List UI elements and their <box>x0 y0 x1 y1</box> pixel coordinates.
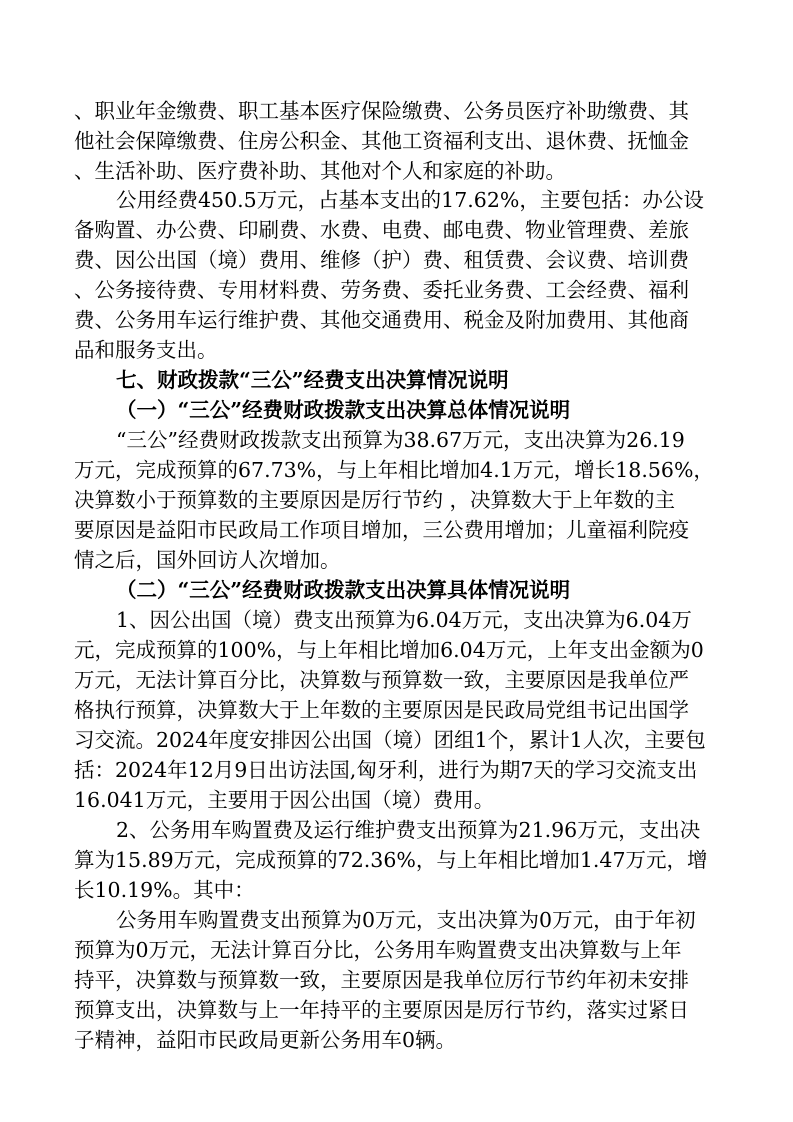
subsection-heading: （二）“三公”经费财政拨款支出决算具体情况说明 <box>116 578 571 602</box>
section-heading: 七、财政拨款“三公”经费支出决算情况说明 <box>116 368 509 392</box>
text-line: 预算为0万元，无法计算百分比，公务用车购置费支出决算数与上年 <box>74 938 682 962</box>
text-line: 持平，决算数与预算数一致，主要原因是我单位厉行节约年初未安排 <box>74 968 689 992</box>
text-line: 万元，完成预算的67.73%，与上年相比增加4.1万元，增长18.56%， <box>74 458 714 482</box>
text-line: 品和服务支出。 <box>74 338 218 362</box>
text-line: 预算支出，决算数与上一年持平的主要原因是厉行节约，落实过紧日 <box>74 998 689 1022</box>
text-line: 子精神，益阳市民政局更新公务用车0辆。 <box>74 1028 457 1052</box>
text-line: 长10.19%。其中： <box>74 878 255 902</box>
text-line: 16.041万元，主要用于因公出国（境）费用。 <box>74 788 495 812</box>
text-line: “三公”经费财政拨款支出预算为38.67万元，支出决算为26.19 <box>116 428 685 452</box>
text-line: 他社会保障缴费、住房公积金、其他工资福利支出、退休费、抚恤金 <box>74 129 689 153</box>
subsection-heading: （一）“三公”经费财政拨款支出决算总体情况说明 <box>116 398 571 422</box>
text-line: 备购置、办公费、印刷费、水费、电费、邮电费、物业管理费、差旅 <box>74 218 689 242</box>
text-line: 决算数小于预算数的主要原因是厉行节约 ，决算数大于上年数的主 <box>74 488 676 512</box>
text-line: 1、因公出国（境）费支出预算为6.04万元，支出决算为6.04万 <box>116 608 692 632</box>
text-line: 费、因公出国（境）费用、维修（护）费、租赁费、会议费、培训费 <box>74 248 689 272</box>
text-line: 要原因是益阳市民政局工作项目增加，三公费用增加；儿童福利院疫 <box>74 518 689 542</box>
text-line: 格执行预算，决算数大于上年数的主要原因是民政局党组书记出国学 <box>74 698 689 722</box>
text-line: 、生活补助、医疗费补助、其他对个人和家庭的补助。 <box>74 159 566 183</box>
text-line: 元，完成预算的100%，与上年相比增加6.04万元，上年支出金额为0 <box>74 638 704 662</box>
text-line: 公用经费450.5万元，占基本支出的17.62%，主要包括：办公设 <box>116 188 704 212</box>
text-line: 括：2024年12月9日出访法国,匈牙利，进行为期7天的学习交流支出 <box>74 758 698 782</box>
text-line: 习交流。2024年度安排因公出国（境）团组1个，累计1人次，主要包 <box>74 728 706 752</box>
text-line: 万元，无法计算百分比，决算数与预算数一致，主要原因是我单位严 <box>74 668 689 692</box>
text-line: 费、公务用车运行维护费、其他交通费用、税金及附加费用、其他商 <box>74 308 689 332</box>
text-line: 公务用车购置费支出预算为0万元，支出决算为0万元，由于年初 <box>116 908 696 932</box>
text-line: 、公务接待费、专用材料费、劳务费、委托业务费、工会经费、福利 <box>74 278 689 302</box>
text-line: 算为15.89万元，完成预算的72.36%，与上年相比增加1.47万元，增 <box>74 848 708 872</box>
text-line: 2、公务用车购置费及运行维护费支出预算为21.96万元，支出决 <box>116 818 701 842</box>
text-line: 情之后，国外回访人次增加。 <box>74 548 341 572</box>
text-line: 、职业年金缴费、职工基本医疗保险缴费、公务员医疗补助缴费、其 <box>74 99 689 123</box>
